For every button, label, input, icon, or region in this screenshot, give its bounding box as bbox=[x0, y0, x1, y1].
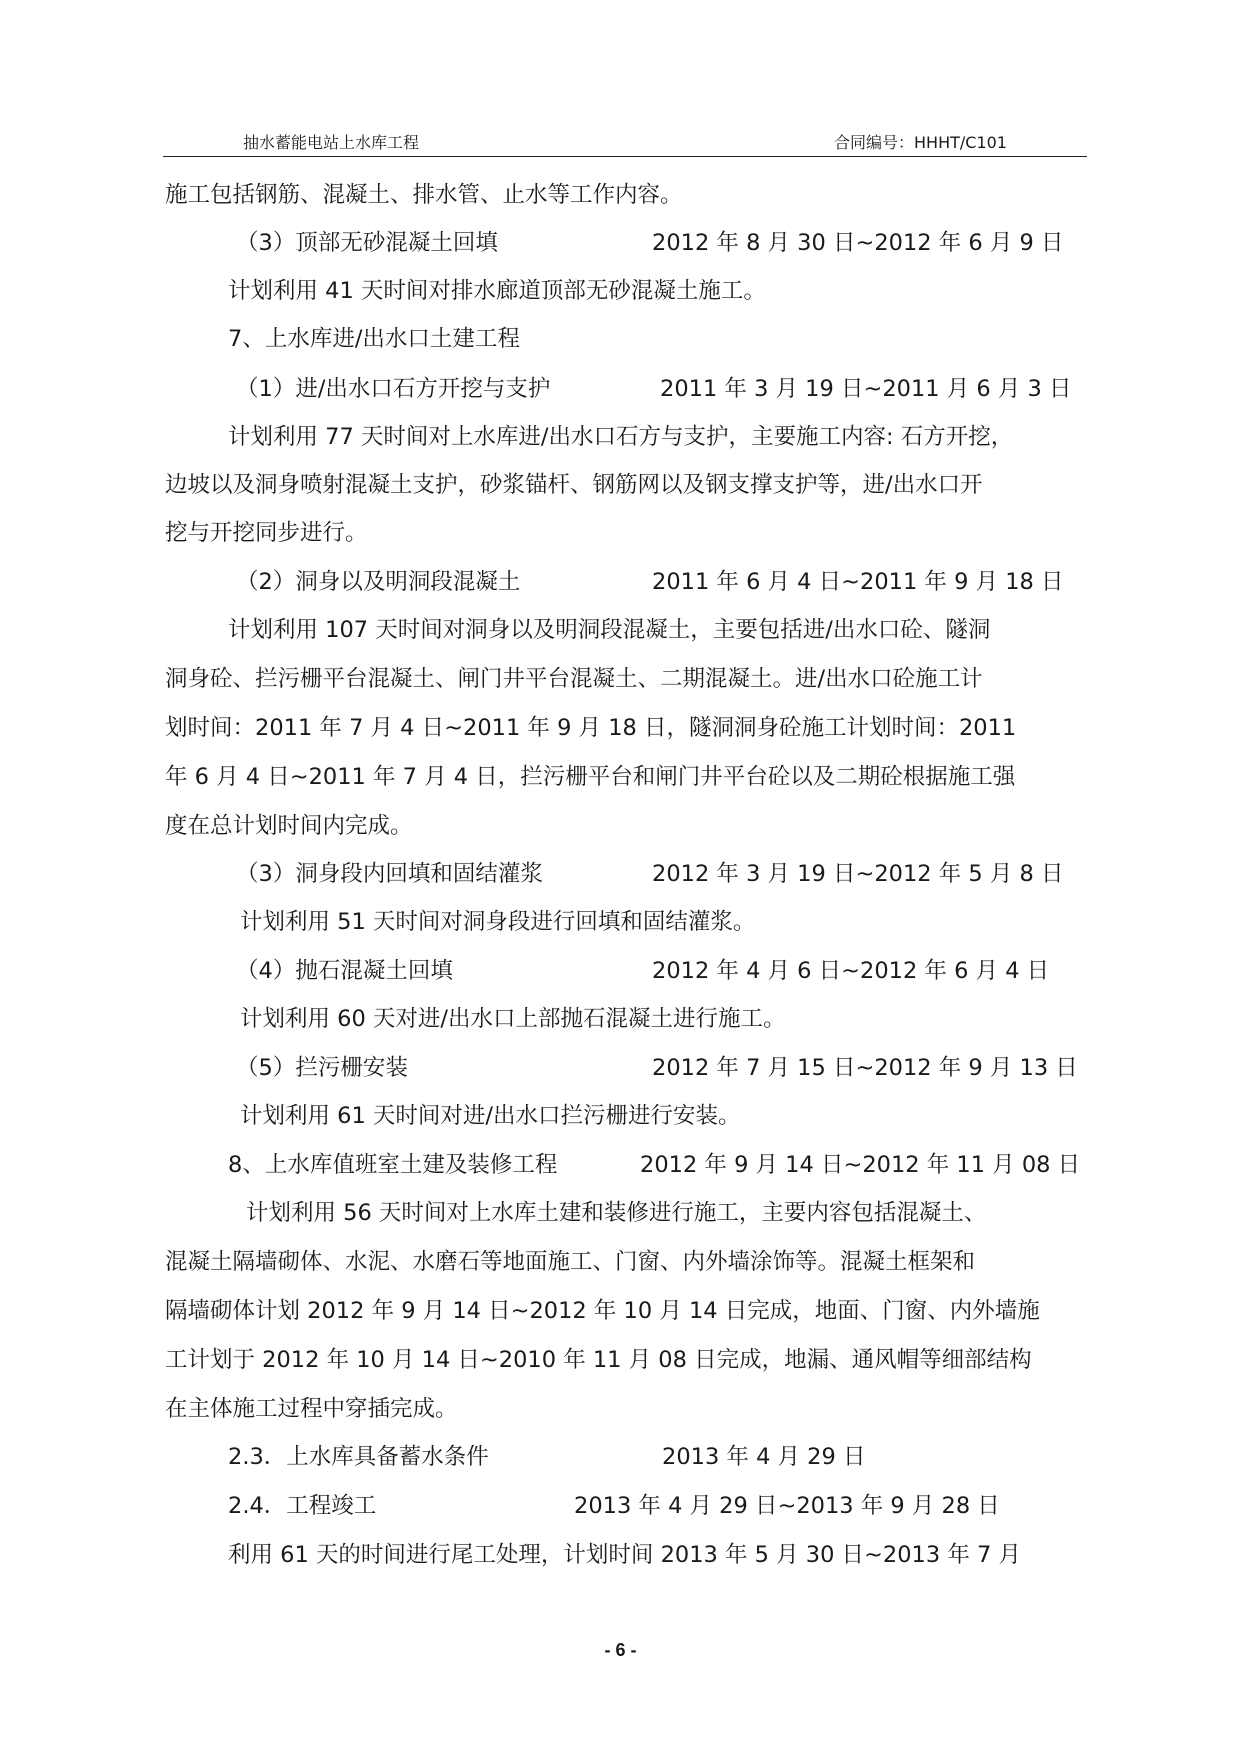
item-date: 2013 年 4 月 29 日 bbox=[662, 1444, 866, 1470]
text-line: 洞身砼、拦污栅平台混凝土、闸门井平台混凝土、二期混凝土。进/出水口砼施工计 bbox=[165, 666, 983, 692]
text-line: 施工包括钢筋、混凝土、排水管、止水等工作内容。 bbox=[165, 182, 683, 208]
text-line: 计划利用 61 天时间对进/出水口拦污栅进行安装。 bbox=[240, 1103, 741, 1129]
text-line: 工计划于 2012 年 10 月 14 日~2010 年 11 月 08 日完成，地漏、通风帽等细部结构 bbox=[165, 1347, 1032, 1373]
section-heading: 2.4．工程竣工 bbox=[228, 1493, 377, 1519]
text-line: 度在总计划时间内完成。 bbox=[165, 813, 413, 839]
item-label: （2）洞身以及明洞段混凝土 bbox=[236, 569, 521, 595]
text-line: 混凝土隔墙砌体、水泥、水磨石等地面施工、门窗、内外墙涂饰等。混凝土框架和 bbox=[165, 1249, 976, 1275]
text-line: 计划利用 107 天时间对洞身以及明洞段混凝土，主要包括进/出水口砼、隧洞 bbox=[228, 617, 991, 643]
text-line: 挖与开挖同步进行。 bbox=[165, 520, 368, 546]
item-date: 2012 年 8 月 30 日~2012 年 6 月 9 日 bbox=[652, 230, 1064, 256]
item-label: （1）进/出水口石方开挖与支护 bbox=[236, 376, 551, 402]
text-line: 边坡以及洞身喷射混凝土支护，砂浆锚杆、钢筋网以及钢支撑支护等，进/出水口开 bbox=[165, 472, 983, 498]
header-divider bbox=[163, 156, 1087, 157]
item-date: 2013 年 4 月 29 日~2013 年 9 月 28 日 bbox=[574, 1493, 1000, 1519]
item-date: 2012 年 3 月 19 日~2012 年 5 月 8 日 bbox=[652, 861, 1064, 887]
header-contract-number: 合同编号：HHHT/C101 bbox=[834, 133, 1007, 152]
section-heading: 8、上水库值班室土建及装修工程 bbox=[228, 1152, 558, 1178]
text-line: 在主体施工过程中穿插完成。 bbox=[165, 1396, 458, 1422]
text-line: 隔墙砌体计划 2012 年 9 月 14 日~2012 年 10 月 14 日完成，地面、门窗、内外墙施 bbox=[165, 1298, 1040, 1324]
item-date: 2012 年 9 月 14 日~2012 年 11 月 08 日 bbox=[640, 1152, 1081, 1178]
item-label: （4）抛石混凝土回填 bbox=[236, 958, 453, 984]
text-line: 计划利用 51 天时间对洞身段进行回填和固结灌浆。 bbox=[240, 909, 756, 935]
page-number: - 6 - bbox=[604, 1640, 637, 1660]
item-label: （5）拦污栅安装 bbox=[236, 1055, 408, 1081]
text-line: 划时间：2011 年 7 月 4 日~2011 年 9 月 18 日，隧洞洞身砼施工计划时间：2011 bbox=[165, 715, 1017, 741]
text-line: 利用 61 天的时间进行尾工处理，计划时间 2013 年 5 月 30 日~2013 年 7 月 bbox=[228, 1542, 1021, 1568]
text-line: 计划利用 60 天对进/出水口上部抛石混凝土进行施工。 bbox=[240, 1006, 786, 1032]
section-heading: 7、上水库进/出水口土建工程 bbox=[228, 326, 520, 352]
item-date: 2012 年 7 月 15 日~2012 年 9 月 13 日 bbox=[652, 1055, 1078, 1081]
page-header bbox=[163, 126, 1087, 156]
item-date: 2012 年 4 月 6 日~2012 年 6 月 4 日 bbox=[652, 958, 1050, 984]
text-line: 计划利用 56 天时间对上水库土建和装修进行施工，主要内容包括混凝土、 bbox=[246, 1200, 987, 1226]
text-line: 计划利用 77 天时间对上水库进/出水口石方与支护，主要施工内容: 石方开挖， bbox=[228, 424, 1014, 450]
section-heading: 2.3．上水库具备蓄水条件 bbox=[228, 1444, 489, 1470]
header-project-title: 抽水蓄能电站上水库工程 bbox=[243, 133, 420, 152]
item-date: 2011 年 3 月 19 日~2011 月 6 月 3 日 bbox=[660, 376, 1072, 402]
item-label: （3）洞身段内回填和固结灌浆 bbox=[236, 861, 543, 887]
text-line: 年 6 月 4 日~2011 年 7 月 4 日，拦污栅平台和闸门井平台砼以及二期砼根据施工强 bbox=[165, 764, 1016, 790]
item-label: （3）顶部无砂混凝土回填 bbox=[236, 230, 498, 256]
item-date: 2011 年 6 月 4 日~2011 年 9 月 18 日 bbox=[652, 569, 1064, 595]
text-line: 计划利用 41 天时间对排水廊道顶部无砂混凝土施工。 bbox=[228, 278, 766, 304]
